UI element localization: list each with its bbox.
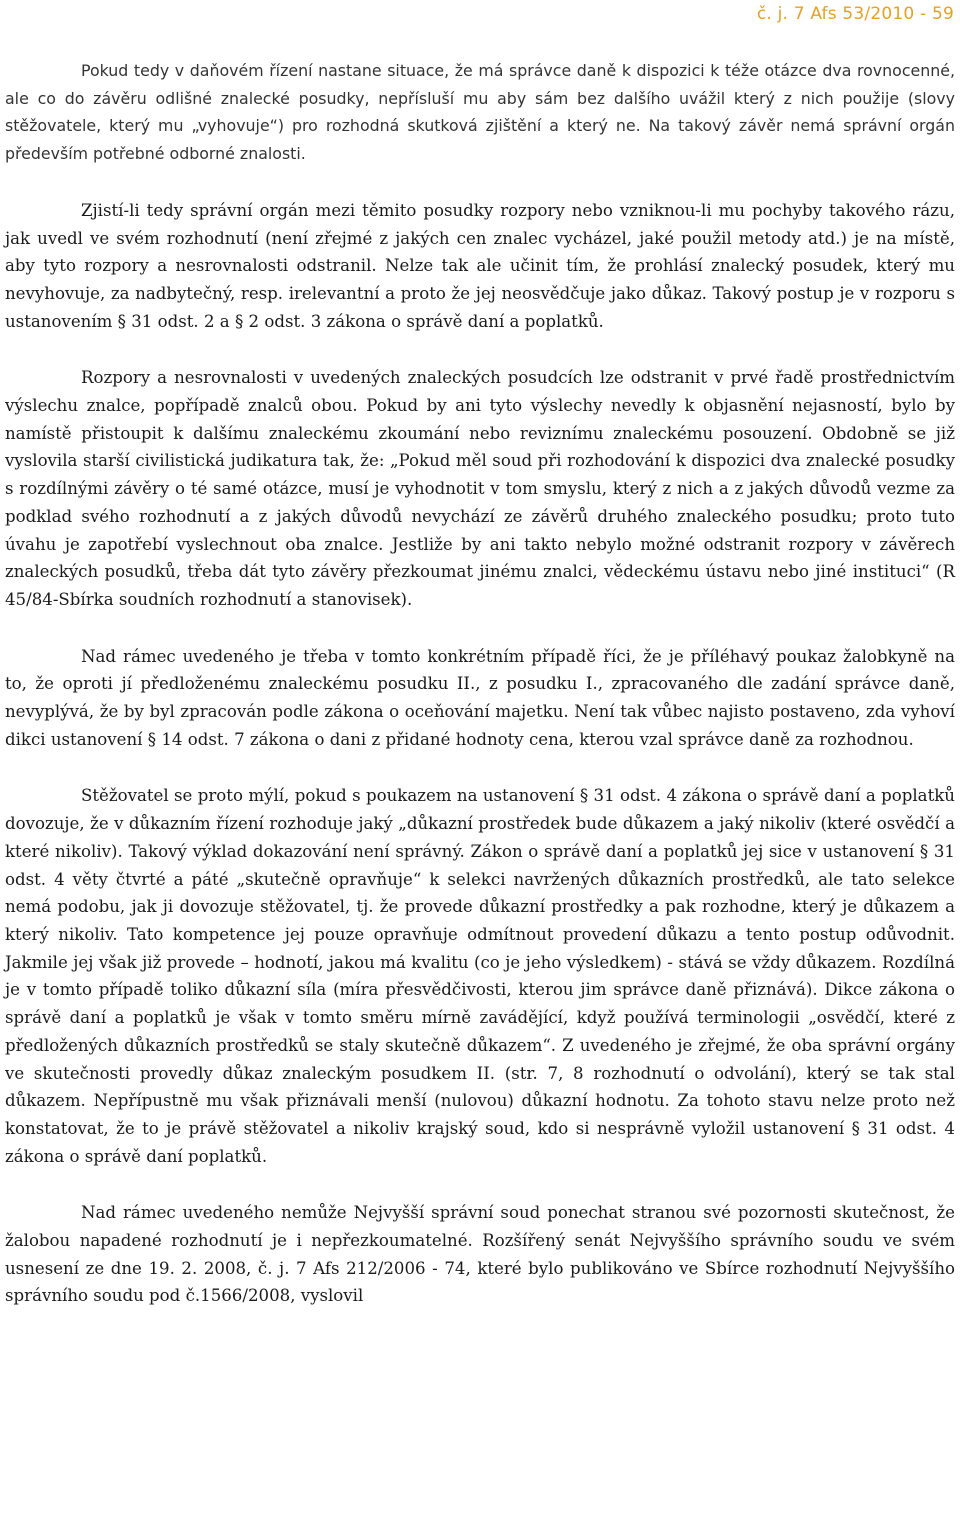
paragraph-5: Stěžovatel se proto mýlí, pokud s poukazem na ustanovení § 31 odst. 4 zákona o správě daní a poplatků dovozuje, že v důkazním řízení rozhoduje jaký „důkazní prostředek bude důkazem a jaký nikoliv (které osvědčí a které nikoliv). Takový výklad dokazování není správný. Zákon o správě daní a poplatků jej sice v ustanovení § 31 odst. 4 věty čtvrté a páté „skutečně opravňuje“ k selekci navržených důkazních prostředků, ale tato selekce nemá podobu, jak ji dovozuje stěžovatel, tj. že provede důkazní prostředky a pak rozhodne, který je důkazem a který nikoliv. Tato kompetence jej pouze opravňuje odmítnout provedení důkazu a tento postup odůvodnit. Jakmile jej však již provede – hodnotí, jakou má kvalitu (co je jeho výsledkem) - stává se vždy důkazem. Rozdílná je v tomto případě toliko důkazní síla (míra přesvědčivosti, kterou jim správce daně přiznává). Dikce zákona o správě daní a poplatků je však v tomto směru mírně zavádějící, když používá terminologii „osvědčí, které z předložených důkazních prostředků se staly skutečně důkazem“. Z uvedeného je zřejmé, že oba správní orgány ve skutečnosti provedly důkaz znaleckým posudkem II. (str. 7, 8 rozhodnutí o odvolání), který se tak stal důkazem. Nepřípustně mu však přiznávali menší (nulovou) důkazní hodnotu. Za tohoto stavu nelze proto než konstatovat, že to je právě stěžovatel a nikoliv krajský soud, kdo si nesprávně vyložil ustanovení § 31 odst. 4 zákona o správě daní poplatků. <box>5 786 955 1166</box>
paragraph-4: Nad rámec uvedeného je třeba v tomto konkrétním případě říci, že je příléhavý poukaz žalobkyně na to, že oproti jí předloženému znaleckému posudku II., z posudku I., zpracovaného dle zadání správce daně, nevyplývá, že by byl zpracován podle zákona o oceňování majetku. Není tak vůbec najisto postaveno, zda vyhoví dikci ustanovení § 14 odst. 7 zákona o dani z přidané hodnoty cena, kterou vzal správce daně za rozhodnou. <box>5 646 955 749</box>
paragraph-6: Nad rámec uvedeného nemůže Nejvyšší správní soud ponechat stranou své pozornosti skutečnost, že žalobou napadené rozhodnutí je i nepřezkoumatelné. Rozšířený senát Nejvyššího správního soudu ve svém usnesení ze dne 19. 2. 2008, č. j. 7 Afs 212/2006 - 74, které bylo publikováno ve Sbírce rozhodnutí Nejvyššího správního soudu pod č.1566/2008, vyslovil <box>5 1203 955 1306</box>
document-body <box>5 57 955 1339</box>
paragraph-3: Rozpory a nesrovnalosti v uvedených znaleckých posudcích lze odstranit v prvé řadě prostřednictvím výslechu znalce, popřípadě znalců obou. Pokud by ani tyto výslechy nevedly k objasnění nejasností, bylo by namístě přistoupit k dalšímu znaleckému zkoumání nebo reviznímu znaleckému posouzení. Obdobně se již vyslovila starší civilistická judikatura tak, že: „Pokud měl soud při rozhodování k dispozici dva znalecké posudky s rozdílnými závěry o té samé otázce, musí je vyhodnotit v tom smyslu, který z nich a z jakých důvodů vezme za podklad svého rozhodnutí a z jakých důvodů nevychází ze závěrů druhého znaleckého posudku; proto tuto úvahu je zapotřebí vyslechnout oba znalce. Jestliže by ani takto nebylo možné odstranit rozpory v závěrech znaleckých posudků, třeba dát tyto závěry přezkoumat jinému znalci, vědeckému ústavu nebo jiné instituci“ (R 45/84-Sbírka soudních rozhodnutí a stanovisek). <box>5 368 955 609</box>
paragraph-2: Zjistí-li tedy správní orgán mezi těmito posudky rozpory nebo vzniknou-li mu pochyby takového rázu, jak uvedl ve svém rozhodnutí (není zřejmé z jakých cen znalec vycházel, jaké použil metody atd.) je na místě, aby tyto rozpory a nesrovnalosti odstranil. Nelze tak ale učinit tím, že prohlásí znalecký posudek, který mu nevyhovuje, za nadbytečný, resp. irelevantní a proto že jej neosvědčuje jako důkaz. Takový postup je v rozporu s ustanovením § 31 odst. 2 a § 2 odst. 3 zákona o správě daní a poplatků. <box>5 200 955 331</box>
paragraph-1: Pokud tedy v daňovém řízení nastane situace, že má správce daně k dispozici k téže otázce dva rovnocenné, ale co do závěru odlišné znalecké posudky, nepřísluší mu aby sám bez dalšího uvážil který z nich použije (slovy stěžovatele, který mu „vyhovuje“) pro rozhodná skutková zjištění a který ne. Na takový závěr nemá správní orgán především potřebné odborné znalosti. <box>5 61 955 164</box>
case-number-header: č. j. 7 Afs 53/2010 - 59 <box>756 4 954 24</box>
